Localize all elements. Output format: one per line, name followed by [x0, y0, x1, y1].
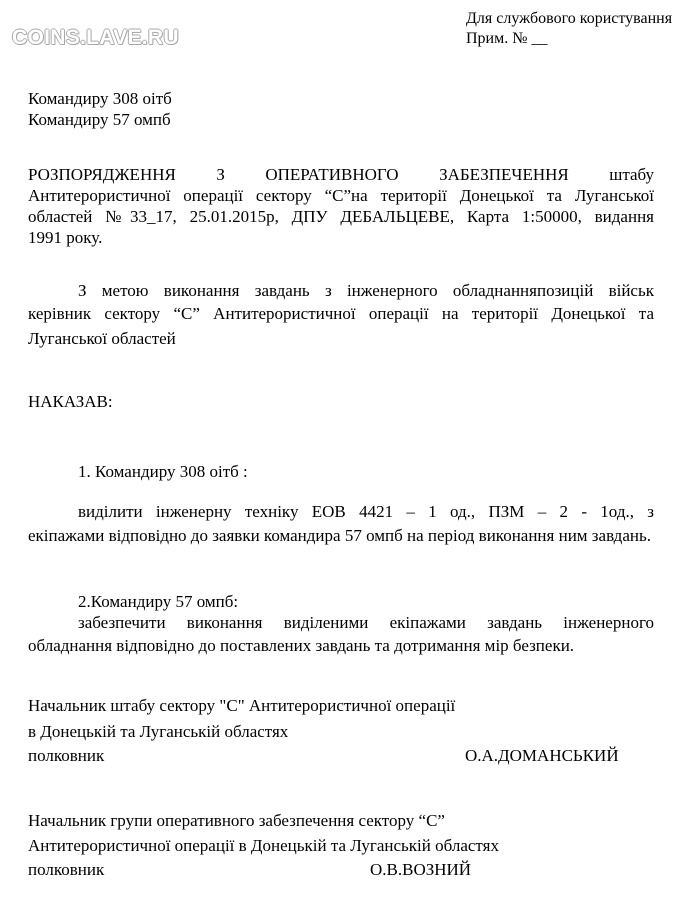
signature-2-rank: полковник — [28, 860, 105, 879]
order-item-2-second-line: обладнання відповідно до поставлених завдань та дотримання мір безпеки. — [28, 636, 575, 655]
ordered-heading: НАКАЗАВ: — [28, 392, 113, 411]
signature-2-position-line-2: Антитерористичної операції в Донецькій та Луганській областях — [28, 836, 499, 855]
order-item-1-heading: 1. Командиру 308 оітб : — [78, 462, 248, 481]
signature-1-line — [28, 746, 648, 765]
signature-1-name: О.А.ДОМАНСЬКИЙ — [465, 746, 619, 765]
order-title-line-2: Антитерористичної операції сектору “С”на території Донецької та Луганської — [28, 186, 654, 205]
order-item-2-heading: 2.Командиру 57 омпб: — [78, 592, 239, 611]
signature-2-name: О.В.ВОЗНИЙ — [370, 860, 472, 879]
signature-2-line — [28, 860, 648, 879]
signature-1-rank: полковник — [28, 746, 105, 765]
order-item-1-continuation: екіпажами відповідно до заявки командира 57 омпб на період виконання ним завдань. — [28, 526, 651, 545]
copy-number: Прим. № __ — [466, 30, 548, 47]
order-item-1-first-line: виділити інженерну техніку ЕОВ 4421 – 1 од., ПЗМ – 2 - 1од., з — [78, 502, 654, 521]
order-item-2-first-line: забезпечити виконання виділеними екіпажами завдань інженерного — [78, 613, 654, 632]
addressee-2: Командиру 57 омпб — [28, 110, 171, 129]
intro-continuation: керівник сектору “С” Антитерористичної операції на території Донецької та Луганської областей — [28, 304, 654, 348]
addressee-1: Командиру 308 оітб — [28, 89, 172, 108]
signature-1-position-line-1: Начальник штабу сектору "С" Антитерористичної операції — [28, 696, 456, 715]
signature-1-position-line-2: в Донецькій та Луганській областях — [28, 722, 289, 741]
intro-first-line: З метою виконання завдань з інженерного обладнанняпозицій військ — [78, 281, 654, 300]
order-title-line-4: 1991 року. — [28, 228, 103, 247]
signature-2-position-line-1: Начальник групи оперативного забезпечення сектору “С” — [28, 811, 445, 830]
watermark: COINS.LAVE.RU — [12, 26, 179, 49]
restriction-label: Для службового користування — [466, 10, 673, 27]
order-title-line-1: РОЗПОРЯДЖЕННЯ З ОПЕРАТИВНОГО ЗАБЕЗПЕЧЕННЯ штабу — [28, 165, 654, 184]
order-title-line-3: областей №33_17, 25.01.2015р, ДПУ ДЕБАЛЬЦЕВЕ, Карта 1:50000, видання — [28, 207, 654, 226]
